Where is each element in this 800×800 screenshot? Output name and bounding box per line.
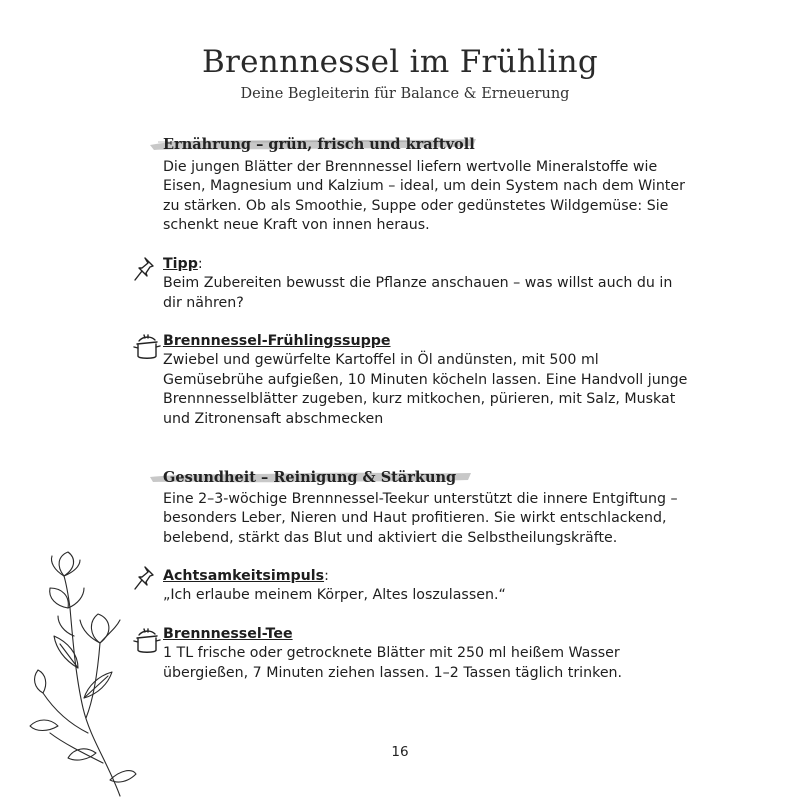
soup-recipe-text: Zwiebel und gewürfelte Kartoffel in Öl andünsten, mit 500 ml Gemüsebrühe aufgießen, 10 Minuten köcheln lassen. Eine Handvoll junge Brennnesselblätter zugeben, kurz mitkochen, pürieren, mit Salz, Muskat und Zitronensaft abschmecken (163, 352, 688, 427)
tip-colon: : (197, 256, 203, 272)
flower-branch-illustration (28, 548, 138, 798)
soup-recipe-label: Brennnessel-Frühlingssuppe (163, 333, 391, 349)
tip-label: Tipp (163, 256, 198, 272)
pushpin-icon (131, 254, 159, 284)
page-subtitle: Deine Begleiterin für Balance & Erneuerung (240, 86, 570, 102)
mindfulness-block (163, 567, 693, 606)
section-heading-nutrition: Ernährung – grün, frisch und kraftvoll (163, 136, 475, 153)
nutrition-paragraph: Die jungen Blätter der Brennnessel liefern wertvolle Mineralstoffe wie Eisen, Magnesium und Kalzium – ideal, um dein System nach dem Winter zu stärken. Ob als Smoothie, Suppe oder gedünstetes Wildgemüse: Sie schenkt neue Kraft von innen heraus. (163, 159, 685, 234)
page-number: 16 (391, 744, 409, 760)
mindfulness-text: „Ich erlaube meinem Körper, Altes loszulassen.“ (163, 587, 506, 604)
page-title: Brennnessel im Frühling (201, 44, 599, 80)
soup-recipe-block (163, 332, 693, 429)
cooking-pot-icon (131, 332, 161, 362)
mindfulness-colon: : (324, 568, 329, 584)
tip-text: Beim Zubereiten bewusst die Pflanze anschauen – was willst auch du in dir nähren? (163, 275, 673, 311)
health-paragraph: Eine 2–3-wöchige Brennnessel-Teekur unterstützt die innere Entgiftung – besonders Leber, Nieren und Haut profitieren. Sie wirkt entschlackend, belebend, stärkt das Blut und aktiviert die Selbstheilungskräfte. (163, 491, 678, 546)
tea-recipe-label: Brennnessel-Tee (163, 626, 293, 642)
mindfulness-label: Achtsamkeitsimpuls (163, 568, 325, 584)
tea-recipe-text: 1 TL frische oder getrocknete Blätter mit 250 ml heißem Wasser übergießen, 7 Minuten ziehen lassen. 1–2 Tassen täglich trinken. (163, 645, 623, 681)
tea-recipe-block (163, 625, 693, 683)
section-heading-health: Gesundheit – Reinigung & Stärkung (163, 469, 457, 486)
tip-block (163, 255, 693, 313)
